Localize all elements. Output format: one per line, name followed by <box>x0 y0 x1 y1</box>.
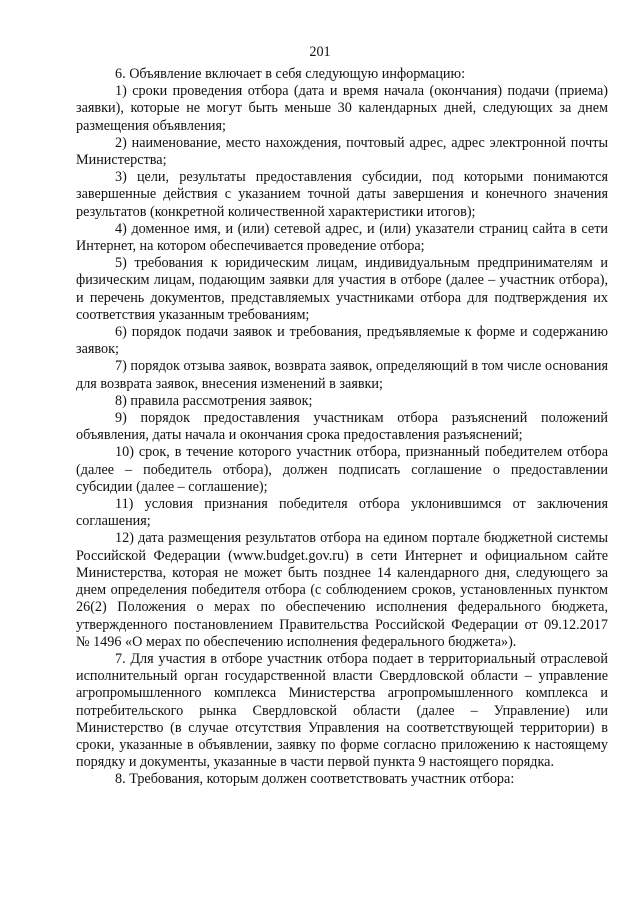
list-item-2-ministry-address: 2) наименование, место нахождения, почтовый адрес, адрес электронной почты Министерства; <box>76 134 608 169</box>
paragraph-item-8-requirements: 8. Требования, которым должен соответствовать участник отбора: <box>115 771 515 788</box>
list-item-8-review-rules: 8) правила рассмотрения заявок; <box>115 392 313 409</box>
list-item-12-results-publication: 12) дата размещения результатов отбора на едином портале бюджетной системы Российской Федерации (www.budget.gov.ru) в сети Интернет и официальном сайте Министерства, которая не может быть позднее 14 календарного дня, следующего за днем определения победителя отбора (с соблюдением сроков, установленных пунктом 26(2) Положения о мерах по обеспечению исполнения федерального бюджета, утвержденного постановлением Правительства Российской Федерации от 09.12.2017 № 1496 «О мерах по обеспечению исполнения федерального бюджета»). <box>76 530 608 650</box>
list-item-11-evasion-conditions: 11) условия признания победителя отбора уклонившимся от заключения соглашения; <box>76 496 608 530</box>
list-item-9-clarifications: 9) порядок предоставления участникам отбора разъяснений положений объявления, даты начала и окончания срока предоставления разъяснений; <box>76 410 608 444</box>
document-body <box>76 66 608 789</box>
list-item-5-participant-requirements: 5) требования к юридическим лицам, индивидуальным предпринимателям и физическим лицам, подающим заявки для участия в отборе (далее – участник отбора), и перечень документов, представляемых участниками отбора для подтверждения их соответствия указанным требованиям; <box>76 255 608 323</box>
list-item-3-goals-results: 3) цели, результаты предоставления субсидии, под которыми понимаются завершенные действия с указанием точной даты завершения и конечного значения результатов (конкретной количественной характеристики итогов); <box>76 169 608 220</box>
paragraph-item-7-application: 7. Для участия в отборе участник отбора подает в территориальный отраслевой исполнительный орган государственной власти Свердловской области – управление агропромышленного комплекса Министерства агропромышленного комплекса и потребительского рынка Свердловской области (далее – Управление) или Министерство (в случае отсутствия Управления на соответствующей территории) в сроки, указанные в объявлении, заявку по форме согласно приложению к настоящему порядку и документы, указанные в части первой пункта 9 настоящего порядка. <box>76 650 608 771</box>
list-item-4-domain-name: 4) доменное имя, и (или) сетевой адрес, и (или) указатели страниц сайта в сети Интернет, на котором обеспечивается проведение отбора; <box>76 220 608 255</box>
list-item-7-withdrawal-procedure: 7) порядок отзыва заявок, возврата заявок, определяющий в том числе основания для возврата заявок, внесения изменений в заявки; <box>76 358 608 392</box>
list-item-10-agreement-term: 10) срок, в течение которого участник отбора, признанный победителем отбора (далее – победитель отбора), должен подписать соглашение о предоставлении субсидии (далее – соглашение); <box>76 444 608 495</box>
list-item-1-deadlines: 1) сроки проведения отбора (дата и время начала (окончания) подачи (приема) заявки), которые не могут быть меньше 30 календарных дней, следующих за днем размещения объявления; <box>76 83 608 134</box>
page-number: 201 <box>309 44 331 60</box>
list-item-6-submission-procedure: 6) порядок подачи заявок и требования, предъявляемые к форме и содержанию заявок; <box>76 324 608 358</box>
paragraph-item-6-intro: 6. Объявление включает в себя следующую информацию: <box>115 66 466 82</box>
